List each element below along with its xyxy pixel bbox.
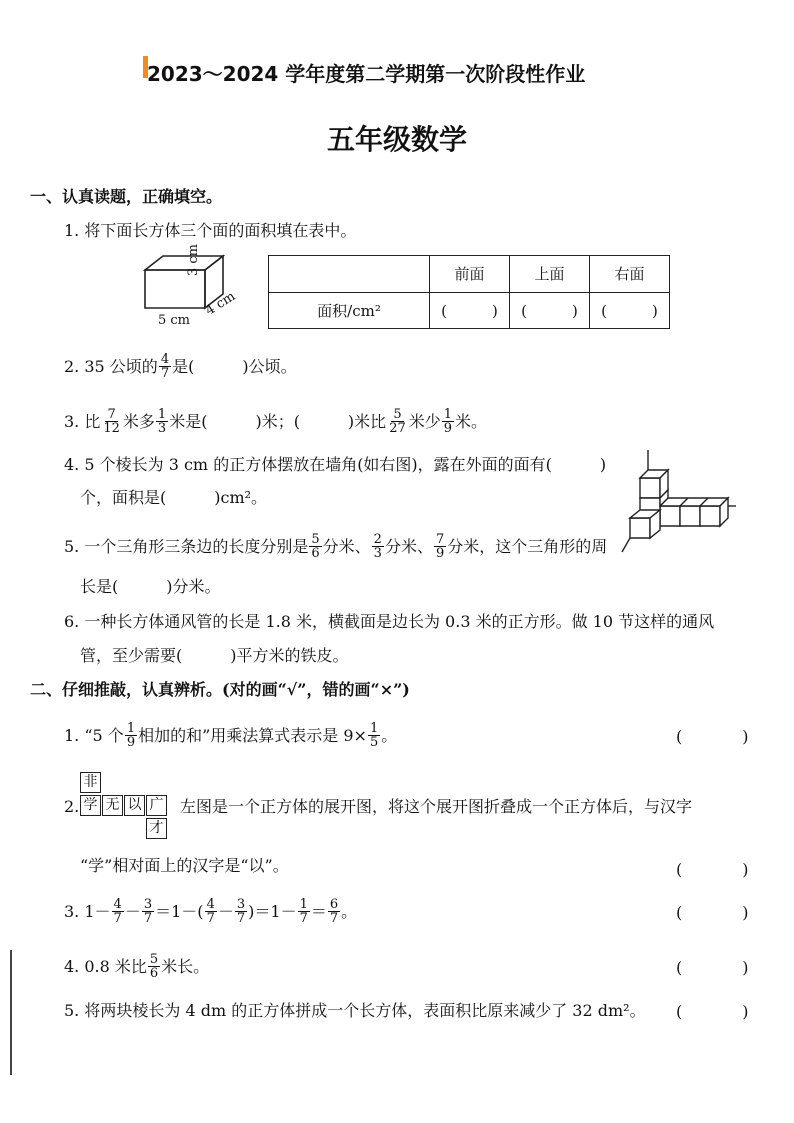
q3-fraction-3: $\frac{5}{27}$	[389, 407, 406, 436]
q4-line2: 个，面积是( )cm²。	[80, 488, 268, 507]
table-row-label: 面积/cm²	[269, 292, 430, 329]
s2-q3-frac-b: $\frac{3}{7}$	[143, 897, 153, 926]
q3-fraction-1: $\frac{7}{12}$	[103, 407, 120, 436]
q3-text-4: 米少	[408, 411, 441, 431]
q3-fraction-4: $\frac{1}{9}$	[443, 407, 453, 436]
q5-fraction-1: $\frac{5}{6}$	[311, 532, 320, 561]
s2-q3-text-3: －	[217, 901, 234, 921]
s2-q3-text-5: ＝	[310, 901, 327, 921]
s2-q3-frac-e: $\frac{1}{7}$	[299, 897, 308, 926]
corner-cubes-figure	[620, 448, 740, 558]
s2-q3-text-0: 3. 1－	[64, 901, 111, 921]
s2-q2-line2: “学”相对面上的汉字是“以”。	[80, 856, 289, 875]
net-cell-bottom: 才	[146, 818, 167, 839]
s2-q1-fraction-1: $\frac{1}{9}$	[126, 721, 136, 750]
net-cell-4: 广	[146, 795, 167, 816]
s2-q3-text-6: 。	[341, 901, 358, 921]
q5-text-1: 5. 一个三角形三条边的长度分别是	[64, 536, 309, 556]
s2-q4-answer-blank[interactable]: ( )	[676, 958, 771, 977]
q5-fraction-3: $\frac{7}{9}$	[435, 532, 445, 561]
exam-title: 2023～2024 学年度第二学期第一次阶段性作业	[147, 62, 586, 86]
q5-text-2: 分米、	[322, 536, 371, 556]
q5-line1	[64, 533, 607, 560]
s2-q5: 5. 将两块棱长为 4 dm 的正方体拼成一个长方体，表面积比原来减少了 32 dm²。	[64, 1001, 646, 1020]
cuboid-height-label: 3 cm	[186, 243, 201, 276]
s2-q3-frac-d: $\frac{3}{7}$	[236, 897, 246, 926]
exam-subtitle: 五年级数学	[326, 123, 467, 156]
cuboid-width-label: 4 cm	[203, 289, 239, 319]
q5-text-3: 分米、	[384, 536, 433, 556]
s2-q4-fraction: $\frac{5}{6}$	[149, 952, 159, 981]
scan-edge-line	[10, 950, 12, 1075]
q6-line2: 管，至少需要( )平方米的铁皮。	[80, 646, 349, 665]
q3-text-5: 米。	[455, 411, 488, 431]
s2-q4-text-1: 4. 0.8 米比	[64, 956, 147, 976]
blank-front-area[interactable]: ( )	[430, 292, 510, 329]
q3-fraction-2: $\frac{1}{3}$	[157, 407, 167, 436]
s2-q3-text-2: ＝1－(	[155, 901, 204, 921]
s2-q1-text-1: 1. “5 个	[64, 725, 124, 745]
table-header-right: 右面	[590, 256, 670, 293]
q5-line2: 长是( )分米。	[80, 577, 221, 596]
q2-fraction: $\frac{4}{7}$	[160, 352, 170, 381]
blank-right-area[interactable]: ( )	[590, 292, 670, 329]
s2-q4-text-2: 米长。	[161, 956, 210, 976]
s2-q3-frac-a: $\frac{4}{7}$	[113, 897, 122, 926]
s2-q1-fraction-2: $\frac{1}{5}$	[369, 721, 379, 750]
q2-post: 是( )公顷。	[172, 356, 297, 376]
cube-net	[80, 772, 180, 842]
s2-q3-frac-c: $\frac{4}{7}$	[206, 897, 215, 926]
blank-top-area[interactable]: ( )	[510, 292, 590, 329]
table-header-empty	[269, 256, 430, 293]
q3-text-2: 米多	[122, 411, 155, 431]
table-header-top: 上面	[510, 256, 590, 293]
net-cell-top: 非	[80, 772, 101, 793]
s2-q4	[64, 953, 209, 980]
section1-heading: 一、认真读题，正确填空。	[30, 187, 223, 206]
s2-q2-number: 2.	[64, 797, 80, 816]
cuboid-length-label: 5 cm	[158, 313, 191, 328]
q5-fraction-2: $\frac{2}{3}$	[373, 532, 382, 561]
table-header-front: 前面	[430, 256, 510, 293]
s2-q1-answer-blank[interactable]: ( )	[676, 727, 771, 746]
q3-text-3: 米是( )米；( )米比	[169, 411, 387, 431]
area-table	[268, 255, 670, 329]
net-cell-3: 以	[124, 795, 145, 816]
net-cell-2: 无	[102, 795, 123, 816]
s2-q2-answer-blank[interactable]: ( )	[676, 860, 771, 879]
q1-text: 1. 将下面长方体三个面的面积填在表中。	[64, 221, 357, 240]
s2-q3-text-1: －	[124, 901, 141, 921]
q3-text-1: 3. 比	[64, 411, 101, 431]
section2-heading: 二、仔细推敲，认真辨析。(对的画“√”，错的画“×”)	[30, 680, 410, 699]
s2-q3	[64, 898, 357, 925]
q3	[64, 408, 487, 435]
s2-q3-answer-blank[interactable]: ( )	[676, 903, 771, 922]
net-cell-1: 学	[80, 795, 101, 816]
s2-q1	[64, 722, 397, 749]
q4-line1: 4. 5 个棱长为 3 cm 的正方体摆放在墙角(如右图)，露在外面的面有( )	[64, 455, 607, 474]
s2-q3-text-4: )＝1－	[248, 901, 297, 921]
s2-q1-text-3: 。	[381, 725, 398, 745]
s2-q5-answer-blank[interactable]: ( )	[676, 1002, 771, 1021]
q6-line1: 6. 一种长方体通风管的长是 1.8 米，横截面是边长为 0.3 米的正方形。做 10 节这样的通风	[64, 612, 715, 631]
s2-q2-line1: 左图是一个正方体的展开图，将这个展开图折叠成一个正方体后，与汉字	[180, 797, 693, 816]
q2-pre: 2. 35 公顷的	[64, 356, 158, 376]
q5-text-4: 分米，这个三角形的周	[447, 536, 608, 556]
s2-q1-text-2: 相加的和”用乘法算式表示是 9×	[138, 725, 367, 745]
q2	[64, 353, 297, 380]
s2-q3-frac-f: $\frac{6}{7}$	[329, 897, 339, 926]
